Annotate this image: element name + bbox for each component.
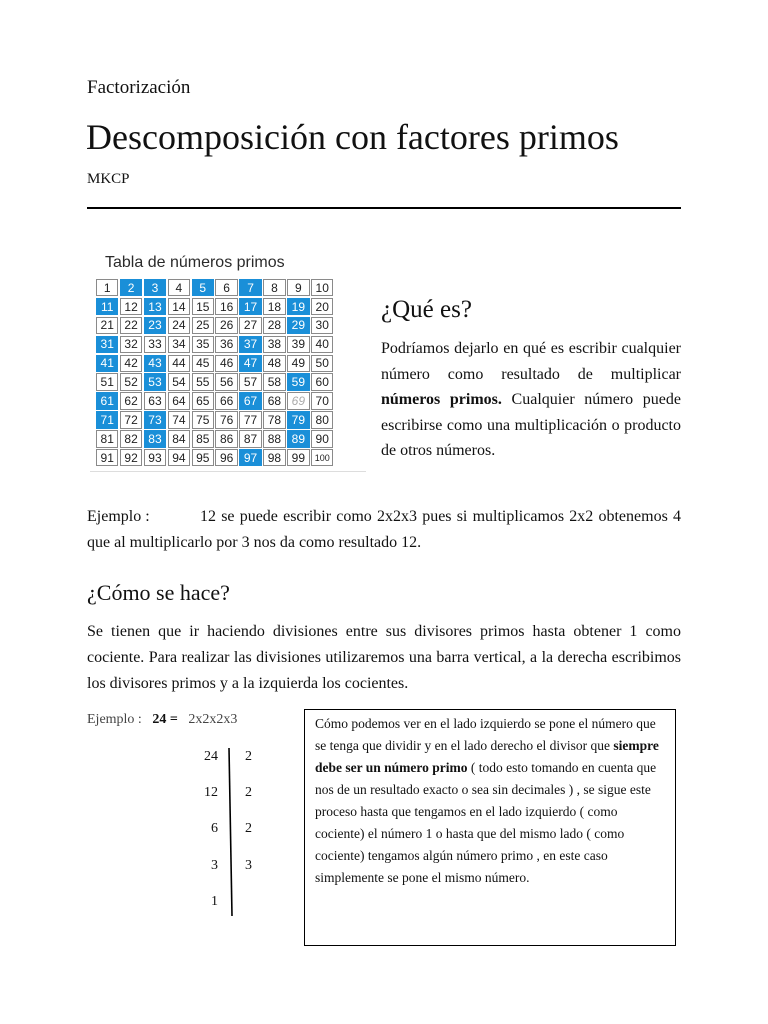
number-cell: 36 bbox=[215, 336, 237, 353]
number-cell: 16 bbox=[215, 298, 237, 315]
number-cell: 38 bbox=[263, 336, 285, 353]
prime-cell: 73 bbox=[144, 411, 166, 428]
number-cell: 80 bbox=[311, 411, 333, 428]
example2-result: 2x2x2x3 bbox=[188, 712, 238, 727]
number-cell: 45 bbox=[192, 355, 214, 372]
number-cell: 20 bbox=[311, 298, 333, 315]
number-cell: 91 bbox=[96, 449, 118, 466]
explanation-text bbox=[315, 713, 669, 889]
dividend-value: 24 bbox=[204, 749, 218, 764]
number-cell: 81 bbox=[96, 430, 118, 447]
dividend-value: 12 bbox=[204, 785, 218, 800]
number-cell: 8 bbox=[263, 279, 285, 296]
number-cell: 22 bbox=[120, 317, 142, 334]
prime-cell: 37 bbox=[239, 336, 261, 353]
prime-cell: 79 bbox=[287, 411, 309, 428]
header-divider bbox=[87, 207, 681, 209]
prime-cell: 71 bbox=[96, 411, 118, 428]
prime-cell: 83 bbox=[144, 430, 166, 447]
number-cell: 1 bbox=[96, 279, 118, 296]
number-cell: 63 bbox=[144, 392, 166, 409]
number-cell: 14 bbox=[168, 298, 190, 315]
number-cell: 99 bbox=[287, 449, 309, 466]
number-cell: 33 bbox=[144, 336, 166, 353]
prime-cell: 67 bbox=[239, 392, 261, 409]
prime-numbers-table-image bbox=[90, 249, 366, 473]
number-cell: 26 bbox=[215, 317, 237, 334]
divisor-value: 3 bbox=[245, 858, 252, 873]
prime-cell: 61 bbox=[96, 392, 118, 409]
dividend-value: 6 bbox=[211, 821, 218, 836]
number-cell: 52 bbox=[120, 373, 142, 390]
number-cell: 58 bbox=[263, 373, 285, 390]
prime-cell: 11 bbox=[96, 298, 118, 315]
number-cell: 34 bbox=[168, 336, 190, 353]
number-cell: 87 bbox=[239, 430, 261, 447]
prime-cell: 7 bbox=[239, 279, 261, 296]
prime-cell: 31 bbox=[96, 336, 118, 353]
prime-table-grid bbox=[96, 279, 333, 466]
number-cell: 64 bbox=[168, 392, 190, 409]
divisor-value: 2 bbox=[245, 785, 252, 800]
number-cell: 72 bbox=[120, 411, 142, 428]
number-cell: 70 bbox=[311, 392, 333, 409]
que-es-paragraph bbox=[381, 336, 681, 464]
number-cell: 44 bbox=[168, 355, 190, 372]
prime-cell: 3 bbox=[144, 279, 166, 296]
note-bold: siempre debe ser un número primo bbox=[315, 738, 659, 775]
divisor-value: 2 bbox=[245, 821, 252, 836]
que-es-bold: números primos. bbox=[381, 391, 502, 409]
number-cell: 32 bbox=[120, 336, 142, 353]
example2-number: 24 = bbox=[152, 712, 178, 727]
number-cell: 76 bbox=[215, 411, 237, 428]
division-vertical-bar bbox=[229, 748, 232, 916]
prime-cell: 59 bbox=[287, 373, 309, 390]
number-cell: 15 bbox=[192, 298, 214, 315]
note-text-before: Cómo podemos ver en el lado izquierdo se pone el número que se tenga que dividir y en el lado derecho el divisor que bbox=[315, 716, 656, 753]
divisor-value: 2 bbox=[245, 749, 252, 764]
number-cell: 77 bbox=[239, 411, 261, 428]
number-cell: 69 bbox=[287, 392, 309, 409]
example-factorization-line bbox=[87, 712, 237, 728]
number-cell: 57 bbox=[239, 373, 261, 390]
prime-cell: 97 bbox=[239, 449, 261, 466]
number-cell: 10 bbox=[311, 279, 333, 296]
number-cell: 50 bbox=[311, 355, 333, 372]
number-cell: 9 bbox=[287, 279, 309, 296]
number-cell: 18 bbox=[263, 298, 285, 315]
prime-cell: 19 bbox=[287, 298, 309, 315]
dividend-value: 3 bbox=[211, 858, 218, 873]
number-cell: 96 bbox=[215, 449, 237, 466]
prime-cell: 5 bbox=[192, 279, 214, 296]
number-cell: 65 bbox=[192, 392, 214, 409]
example2-label: Ejemplo : bbox=[87, 712, 142, 727]
number-cell: 21 bbox=[96, 317, 118, 334]
number-cell: 98 bbox=[263, 449, 285, 466]
number-cell: 84 bbox=[168, 430, 190, 447]
number-cell: 90 bbox=[311, 430, 333, 447]
number-cell: 54 bbox=[168, 373, 190, 390]
number-cell: 49 bbox=[287, 355, 309, 372]
number-cell: 78 bbox=[263, 411, 285, 428]
number-cell: 82 bbox=[120, 430, 142, 447]
number-cell: 6 bbox=[215, 279, 237, 296]
number-cell: 25 bbox=[192, 317, 214, 334]
prime-table-heading: Tabla de números primos bbox=[105, 254, 285, 271]
number-cell: 66 bbox=[215, 392, 237, 409]
number-cell: 48 bbox=[263, 355, 285, 372]
prime-cell: 43 bbox=[144, 355, 166, 372]
number-cell: 27 bbox=[239, 317, 261, 334]
document-author: MKCP bbox=[87, 171, 130, 187]
example-text: 12 se puede escribir como 2x2x3 pues si multiplicamos 2x2 obtenemos 4 que al multiplicarlo por 3 nos da como resultado 12. bbox=[87, 508, 681, 551]
number-cell: 39 bbox=[287, 336, 309, 353]
number-cell: 51 bbox=[96, 373, 118, 390]
prime-cell: 89 bbox=[287, 430, 309, 447]
number-cell: 28 bbox=[263, 317, 285, 334]
number-cell: 94 bbox=[168, 449, 190, 466]
prime-cell: 17 bbox=[239, 298, 261, 315]
number-cell: 68 bbox=[263, 392, 285, 409]
prime-cell: 41 bbox=[96, 355, 118, 372]
note-text-after: ( todo esto tomando en cuenta que nos de un resultado exacto o sea sin decimales ) , se sigue este proceso hasta que tengamos en el lado izquierdo ( como cociente) el número 1 o hasta que del mismo lado ( como cociente) tengamos algún número primo , en este caso simplemente se pone el mismo número. bbox=[315, 760, 657, 885]
number-cell: 74 bbox=[168, 411, 190, 428]
number-cell: 40 bbox=[311, 336, 333, 353]
number-cell: 24 bbox=[168, 317, 190, 334]
document-subject: Factorización bbox=[87, 77, 191, 98]
number-cell: 12 bbox=[120, 298, 142, 315]
prime-cell: 53 bbox=[144, 373, 166, 390]
number-cell: 60 bbox=[311, 373, 333, 390]
number-cell: 56 bbox=[215, 373, 237, 390]
explanation-box bbox=[304, 709, 676, 946]
section-heading-que-es: ¿Qué es? bbox=[381, 296, 472, 323]
section-heading-como-se-hace: ¿Cómo se hace? bbox=[87, 580, 230, 605]
number-cell: 46 bbox=[215, 355, 237, 372]
example-paragraph bbox=[87, 504, 681, 555]
number-cell: 75 bbox=[192, 411, 214, 428]
number-cell: 55 bbox=[192, 373, 214, 390]
number-cell: 93 bbox=[144, 449, 166, 466]
document-title: Descomposición con factores primos bbox=[86, 117, 619, 157]
number-cell: 95 bbox=[192, 449, 214, 466]
number-cell: 35 bbox=[192, 336, 214, 353]
prime-cell: 13 bbox=[144, 298, 166, 315]
number-cell: 42 bbox=[120, 355, 142, 372]
number-cell: 62 bbox=[120, 392, 142, 409]
number-cell: 30 bbox=[311, 317, 333, 334]
number-cell: 85 bbox=[192, 430, 214, 447]
number-cell: 86 bbox=[215, 430, 237, 447]
number-cell: 88 bbox=[263, 430, 285, 447]
prime-table-bottom-line bbox=[90, 471, 366, 472]
prime-cell: 2 bbox=[120, 279, 142, 296]
prime-cell: 23 bbox=[144, 317, 166, 334]
que-es-text-after: Cualquier número puede escribirse como una multiplicación o producto de otros números. bbox=[381, 391, 681, 460]
prime-cell: 47 bbox=[239, 355, 261, 372]
que-es-text-before: Podríamos dejarlo en qué es escribir cualquier número como resultado de multiplicar bbox=[381, 340, 681, 383]
como-se-hace-paragraph: Se tienen que ir haciendo divisiones entre sus divisores primos hasta obtener 1 como cociente. Para realizar las divisiones utilizaremos una barra vertical, a la derecha escribimos los divisores primos y a la izquierda los cocientes. bbox=[87, 623, 681, 692]
dividend-value: 1 bbox=[211, 894, 218, 909]
number-cell: 92 bbox=[120, 449, 142, 466]
example-label: Ejemplo : bbox=[87, 508, 150, 525]
number-cell: 4 bbox=[168, 279, 190, 296]
number-cell: 100 bbox=[311, 449, 333, 466]
prime-cell: 29 bbox=[287, 317, 309, 334]
